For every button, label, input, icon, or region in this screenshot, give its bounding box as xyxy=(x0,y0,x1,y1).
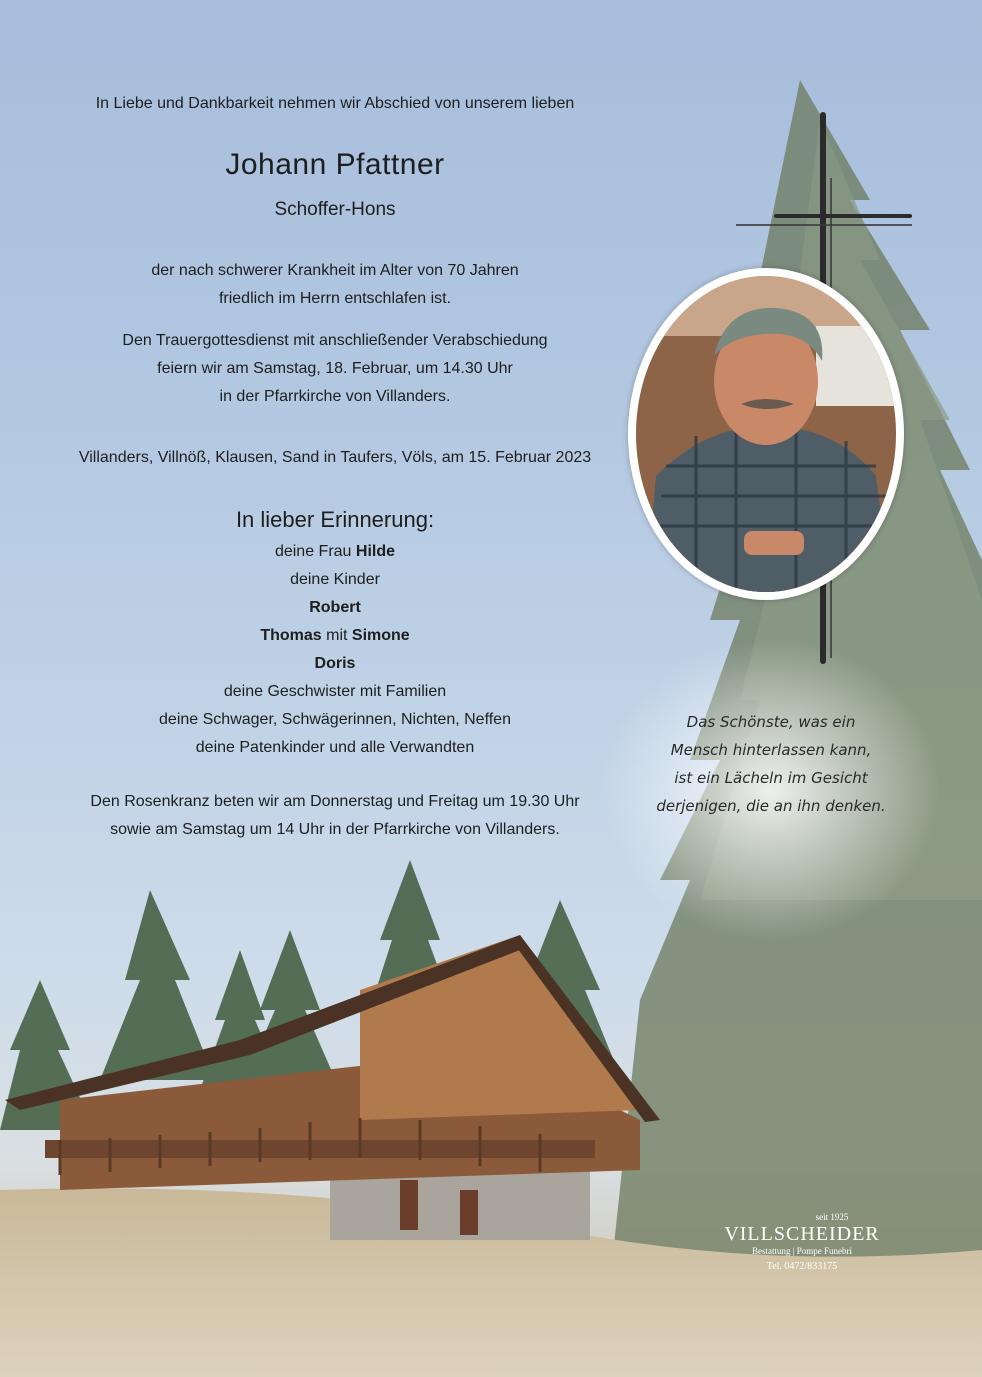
deceased-name-text: Johann Pfattner xyxy=(225,148,445,181)
portrait-frame xyxy=(628,268,904,600)
intro-text xyxy=(60,90,610,118)
death-notice xyxy=(60,257,610,313)
memory-heading xyxy=(60,505,610,535)
child-name: Robert xyxy=(309,599,361,616)
service-info xyxy=(60,327,610,411)
logo-brand: VILLSCHEIDER xyxy=(724,1223,880,1245)
quote-line: ist ein Lächeln im Gesicht xyxy=(674,769,868,787)
death-line: der nach schwerer Krankheit im Alter von 70 Jahren xyxy=(151,262,519,279)
quote-line: Das Schönste, was ein xyxy=(686,713,856,731)
child-connector: mit xyxy=(326,627,348,644)
family-wife xyxy=(60,538,610,566)
service-line: Den Trauergottesdienst mit anschließender Verabschiedung xyxy=(122,332,548,349)
cross-horizontal-bar xyxy=(774,214,912,218)
family-child xyxy=(60,622,610,650)
wife-name: Hilde xyxy=(355,543,396,560)
family-in-laws: deine Schwager, Schwägerinnen, Nichten, Neffen xyxy=(159,711,511,728)
portrait-image xyxy=(636,276,896,592)
logo-subtitle: Bestattung | Pompe Funebri xyxy=(751,1246,853,1256)
death-line: friedlich im Herrn entschlafen ist. xyxy=(218,290,452,307)
logo-since: seit 1925 xyxy=(815,1212,849,1222)
deceased-nickname-text: Schoffer-Hons xyxy=(274,199,396,220)
logo-phone: Tel. 0472/833175 xyxy=(766,1261,838,1272)
family-siblings: deine Geschwister mit Familien xyxy=(223,683,447,700)
deceased-name xyxy=(60,146,610,184)
portrait-photo xyxy=(636,276,896,592)
memory-title-text: In lieber Erinnerung: xyxy=(235,507,435,532)
family-godchildren: deine Patenkinder und alle Verwandten xyxy=(195,739,475,756)
place-date-line: Villanders, Villnöß, Klausen, Sand in Taufers, Völs, am 15. Februar 2023 xyxy=(78,449,592,466)
family-child xyxy=(60,594,610,622)
child-partner-name: Simone xyxy=(351,627,410,644)
memorial-quote xyxy=(640,708,902,820)
service-line: in der Pfarrkirche von Villanders. xyxy=(219,388,451,405)
family-child xyxy=(60,650,610,678)
service-line: feiern wir am Samstag, 18. Februar, um 14.30 Uhr xyxy=(157,360,513,377)
rosary-info xyxy=(60,788,610,844)
funeral-home-logo xyxy=(722,1212,882,1276)
quote-line: Mensch hinterlassen kann, xyxy=(670,741,872,759)
wife-prefix: deine Frau xyxy=(274,543,352,560)
intro-line: In Liebe und Dankbarkeit nehmen wir Abschied von unserem lieben xyxy=(95,95,575,112)
family-children-label: deine Kinder xyxy=(290,571,380,588)
child-name: Doris xyxy=(314,655,356,672)
family-list xyxy=(60,538,610,762)
rosary-line: Den Rosenkranz beten wir am Donnerstag und Freitag um 19.30 Uhr xyxy=(90,793,580,810)
cross-horizontal-line xyxy=(736,224,912,226)
deceased-nickname xyxy=(60,196,610,224)
quote-line: derjenigen, die an ihn denken. xyxy=(656,797,886,815)
child-name: Thomas xyxy=(260,627,322,644)
place-and-date xyxy=(60,444,610,472)
rosary-line: sowie am Samstag um 14 Uhr in der Pfarrkirche von Villanders. xyxy=(110,821,560,838)
